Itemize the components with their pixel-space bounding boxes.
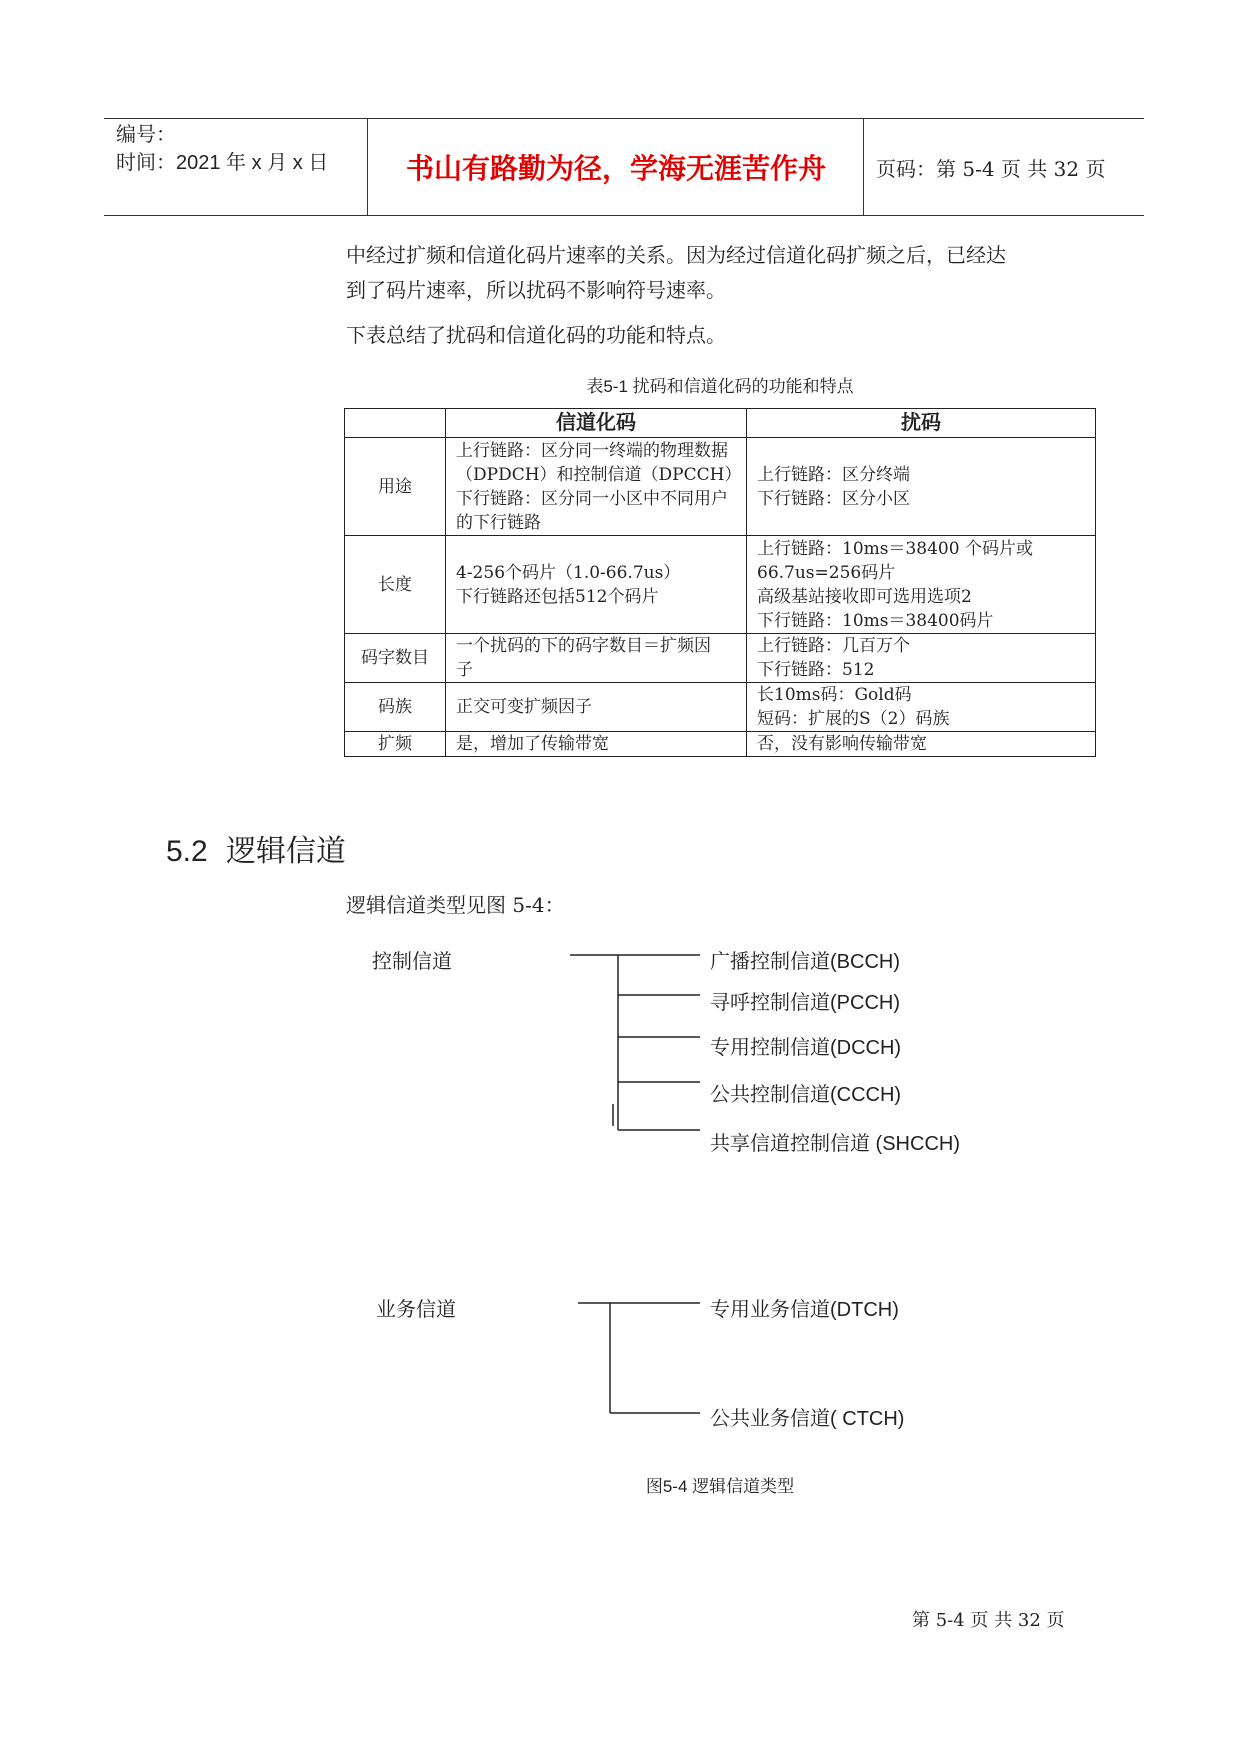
cell-line: 的下行链路 (456, 512, 541, 533)
traffic-channel-root: 业务信道 (376, 1299, 456, 1321)
row-label: 码字数目 (345, 634, 446, 683)
cell-line: 下行链路还包括512个码片 (456, 586, 659, 607)
page-footer: 第 5-4 页 共 32 页 (912, 1610, 1065, 1631)
row-label: 扩频 (345, 732, 446, 757)
cell-line: 下行链路：区分小区 (757, 488, 910, 509)
cell-line: 上行链路：区分终端 (757, 464, 910, 485)
control-child-shcch: 共享信道控制信道 (SHCCH) (710, 1133, 960, 1155)
cell-line: （DPDCH）和控制信道（DPCCH） (456, 464, 742, 485)
row-label: 长度 (345, 536, 446, 634)
header-motto: 书山有路勤为径，学海无涯苦作舟 (369, 119, 864, 215)
table-header-scrambling: 扰码 (747, 409, 1096, 438)
control-child-ccch: 公共控制信道(CCCH) (710, 1084, 902, 1106)
cell-line: 正交可变扩频因子 (456, 697, 592, 717)
cell-line: 子 (456, 660, 473, 680)
cell-line: 下行链路：10ms＝38400码片 (757, 610, 994, 631)
control-tree-lines (570, 955, 700, 1413)
cell-line: 66.7us=256码片 (757, 562, 896, 583)
figure-caption: 图5-4 逻辑信道类型 (645, 1477, 795, 1496)
cell-line: 短码：扩展的S（2）码族 (757, 709, 950, 729)
control-channel-root: 控制信道 (372, 951, 452, 973)
table-header-channelization: 信道化码 (446, 409, 747, 438)
section-number: 5.2 (166, 835, 208, 868)
row-label: 码族 (345, 683, 446, 732)
control-child-dcch: 专用控制信道(DCCH) (710, 1037, 902, 1059)
time-label: 时间：2021 年 x 月 x 日 (116, 152, 329, 174)
cell-line: 否，没有影响传输带宽 (757, 734, 927, 754)
traffic-child-dtch: 专用业务信道(DTCH) (710, 1299, 899, 1321)
cell-line: 是，增加了传输带宽 (456, 734, 609, 754)
cell-line: 下行链路：区分同一小区中不同用户 (456, 488, 728, 509)
cell-line: 4-256个码片（1.0-66.7us） (456, 562, 681, 583)
cell-line: 上行链路：10ms＝38400 个码片或 (757, 538, 1033, 559)
table-caption: 表5-1 扰码和信道化码的功能和特点 (586, 377, 854, 396)
cell-line: 下行链路：512 (757, 660, 875, 680)
paragraph-2: 下表总结了扰码和信道化码的功能和特点。 (346, 323, 726, 347)
traffic-child-ctch: 公共业务信道( CTCH) (710, 1408, 905, 1430)
row-label: 用途 (345, 438, 446, 536)
number-label: 编号： (116, 124, 176, 146)
section-title: 逻辑信道 (226, 835, 347, 868)
paragraph-1-line-2: 到了码片速率，所以扰码不影响符号速率。 (346, 278, 726, 302)
control-child-pcch: 寻呼控制信道(PCCH) (710, 992, 900, 1014)
cell-line: 高级基站接收即可选用选项2 (757, 586, 972, 607)
header-page-info: 页码：第 5-4 页 共 32 页 (876, 156, 1106, 181)
cell-line: 一个扰码的下的码字数目＝扩频因 (456, 636, 711, 656)
paragraph-1-line-1: 中经过扩频和信道化码片速率的关系。因为经过信道化码扩频之后，已经达 (346, 243, 1006, 267)
cell-line: 上行链路：区分同一终端的物理数据 (456, 440, 728, 461)
cell-line: 长10ms码：Gold码 (757, 685, 912, 705)
cell-line: 上行链路：几百万个 (757, 636, 910, 656)
control-child-bcch: 广播控制信道(BCCH) (710, 951, 900, 973)
section-intro: 逻辑信道类型见图 5-4： (346, 893, 565, 917)
